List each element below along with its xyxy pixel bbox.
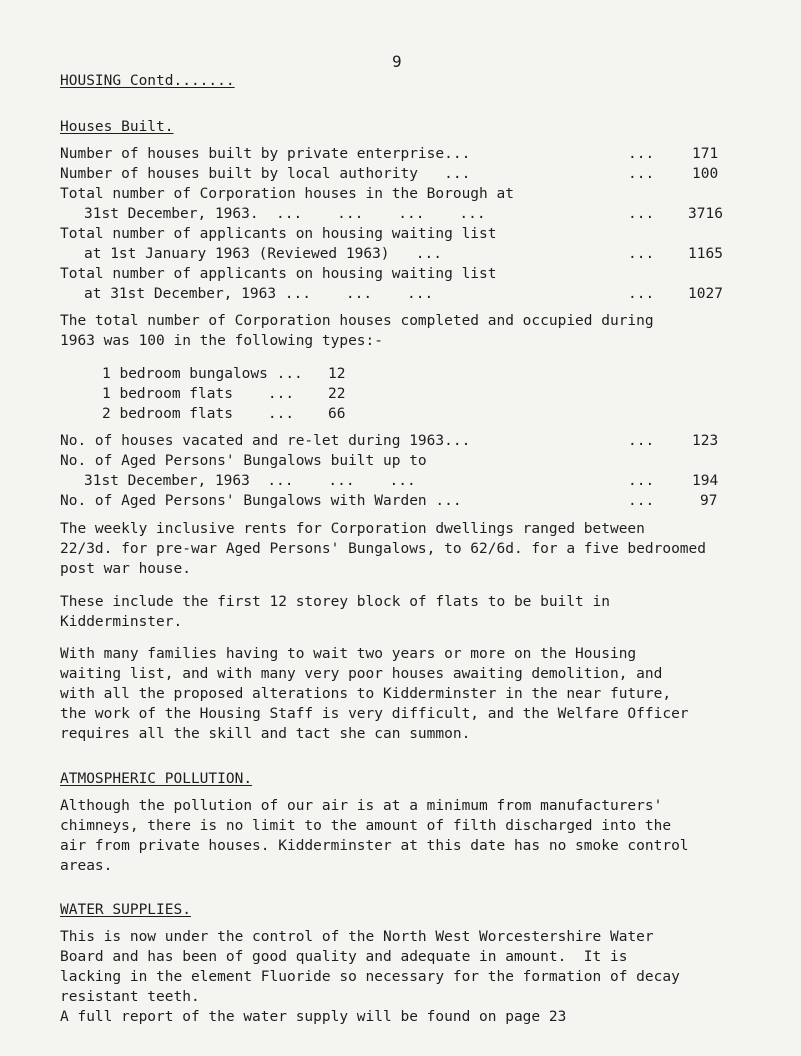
count-aged-bungalows-value: 194 <box>692 473 719 489</box>
count-relet-dots: ... <box>628 433 655 449</box>
pollution-para-line-4: areas. <box>60 858 113 874</box>
stat-local-authority-dots: ... <box>628 166 655 182</box>
type-2br-flats-value: 66 <box>328 406 346 422</box>
waiting-para-line-3: with all the proposed alterations to Kidderminster in the near future, <box>60 686 672 702</box>
stat-local-authority-label: Number of houses built by local authority ... <box>60 166 471 182</box>
count-warden-label: No. of Aged Persons' Bungalows with Warden ... <box>60 493 462 509</box>
stat-applicants-dec-label-1: Total number of applicants on housing waiting list <box>60 266 497 282</box>
summary-line-1: The total number of Corporation houses completed and occupied during <box>60 313 654 329</box>
count-relet-value: 123 <box>692 433 719 449</box>
pollution-para-line-1: Although the pollution of our air is at a minimum from manufacturers' <box>60 798 663 814</box>
flats-para-line-2: Kidderminster. <box>60 614 183 630</box>
stat-applicants-dec-label-2: at 31st December, 1963 ... ... ... <box>84 286 434 302</box>
stat-private-label: Number of houses built by private enterprise... <box>60 146 471 162</box>
rents-para-line-1: The weekly inclusive rents for Corporation dwellings ranged between <box>60 521 645 537</box>
water-para-line-1: This is now under the control of the North West Worcestershire Water <box>60 929 654 945</box>
stat-applicants-dec-dots: ... <box>628 286 655 302</box>
waiting-para-line-4: the work of the Housing Staff is very difficult, and the Welfare Officer <box>60 706 689 722</box>
pollution-para-line-2: chimneys, there is no limit to the amount of filth discharged into the <box>60 818 672 834</box>
summary-line-2: 1963 was 100 in the following types:- <box>60 333 384 349</box>
stat-applicants-jan-value: 1165 <box>688 246 723 262</box>
stat-corporation-total-label-1: Total number of Corporation houses in the Borough at <box>60 186 514 202</box>
stat-private-dots: ... <box>628 146 655 162</box>
rents-para-line-2: 22/3d. for pre-war Aged Persons' Bungalows, to 62/6d. for a five bedroomed <box>60 541 707 557</box>
stat-applicants-jan-label-2: at 1st January 1963 (Reviewed 1963) ... <box>84 246 442 262</box>
pollution-heading: ATMOSPHERIC POLLUTION. <box>60 771 253 787</box>
stat-applicants-jan-dots: ... <box>628 246 655 262</box>
type-1br-flats-label: 1 bedroom flats ... <box>102 386 295 402</box>
houses-built-heading: Houses Built. <box>60 119 174 135</box>
stat-local-authority-value: 100 <box>692 166 719 182</box>
waiting-para-line-1: With many families having to wait two years or more on the Housing <box>60 646 637 662</box>
water-para-line-2: Board and has been of good quality and adequate in amount. It is <box>60 949 628 965</box>
waiting-para-line-2: waiting list, and with many very poor houses awaiting demolition, and <box>60 666 663 682</box>
type-1br-bungalows-value: 12 <box>328 366 346 382</box>
type-1br-bungalows-label: 1 bedroom bungalows ... <box>102 366 303 382</box>
type-1br-flats-value: 22 <box>328 386 346 402</box>
stat-corporation-total-value: 3716 <box>688 206 723 222</box>
type-2br-flats-label: 2 bedroom flats ... <box>102 406 295 422</box>
water-para-line-3: lacking in the element Fluoride so necessary for the formation of decay <box>60 969 680 985</box>
water-para-line-4: resistant teeth. <box>60 989 200 1005</box>
stat-applicants-dec-value: 1027 <box>688 286 723 302</box>
stat-corporation-total-dots: ... <box>628 206 655 222</box>
stat-applicants-jan-label-1: Total number of applicants on housing waiting list <box>60 226 497 242</box>
count-aged-bungalows-label-1: No. of Aged Persons' Bungalows built up to <box>60 453 427 469</box>
page-number: 9 <box>392 52 402 71</box>
count-warden-value: 97 <box>700 493 718 509</box>
rents-para-line-3: post war house. <box>60 561 191 577</box>
count-aged-bungalows-label-2: 31st December, 1963 ... ... ... <box>84 473 416 489</box>
pollution-para-line-3: air from private houses. Kidderminster at this date has no smoke control <box>60 838 689 854</box>
stat-private-value: 171 <box>692 146 719 162</box>
water-heading: WATER SUPPLIES. <box>60 902 191 918</box>
stat-corporation-total-label-2: 31st December, 1963. ... ... ... ... <box>84 206 486 222</box>
count-aged-bungalows-dots: ... <box>628 473 655 489</box>
waiting-para-line-5: requires all the skill and tact she can summon. <box>60 726 471 742</box>
flats-para-line-1: These include the first 12 storey block of flats to be built in <box>60 594 610 610</box>
count-warden-dots: ... <box>628 493 655 509</box>
running-header: HOUSING Contd....... <box>60 73 235 89</box>
water-report-line: A full report of the water supply will be found on page 23 <box>60 1009 567 1025</box>
count-relet-label: No. of houses vacated and re-let during 1963... <box>60 433 471 449</box>
